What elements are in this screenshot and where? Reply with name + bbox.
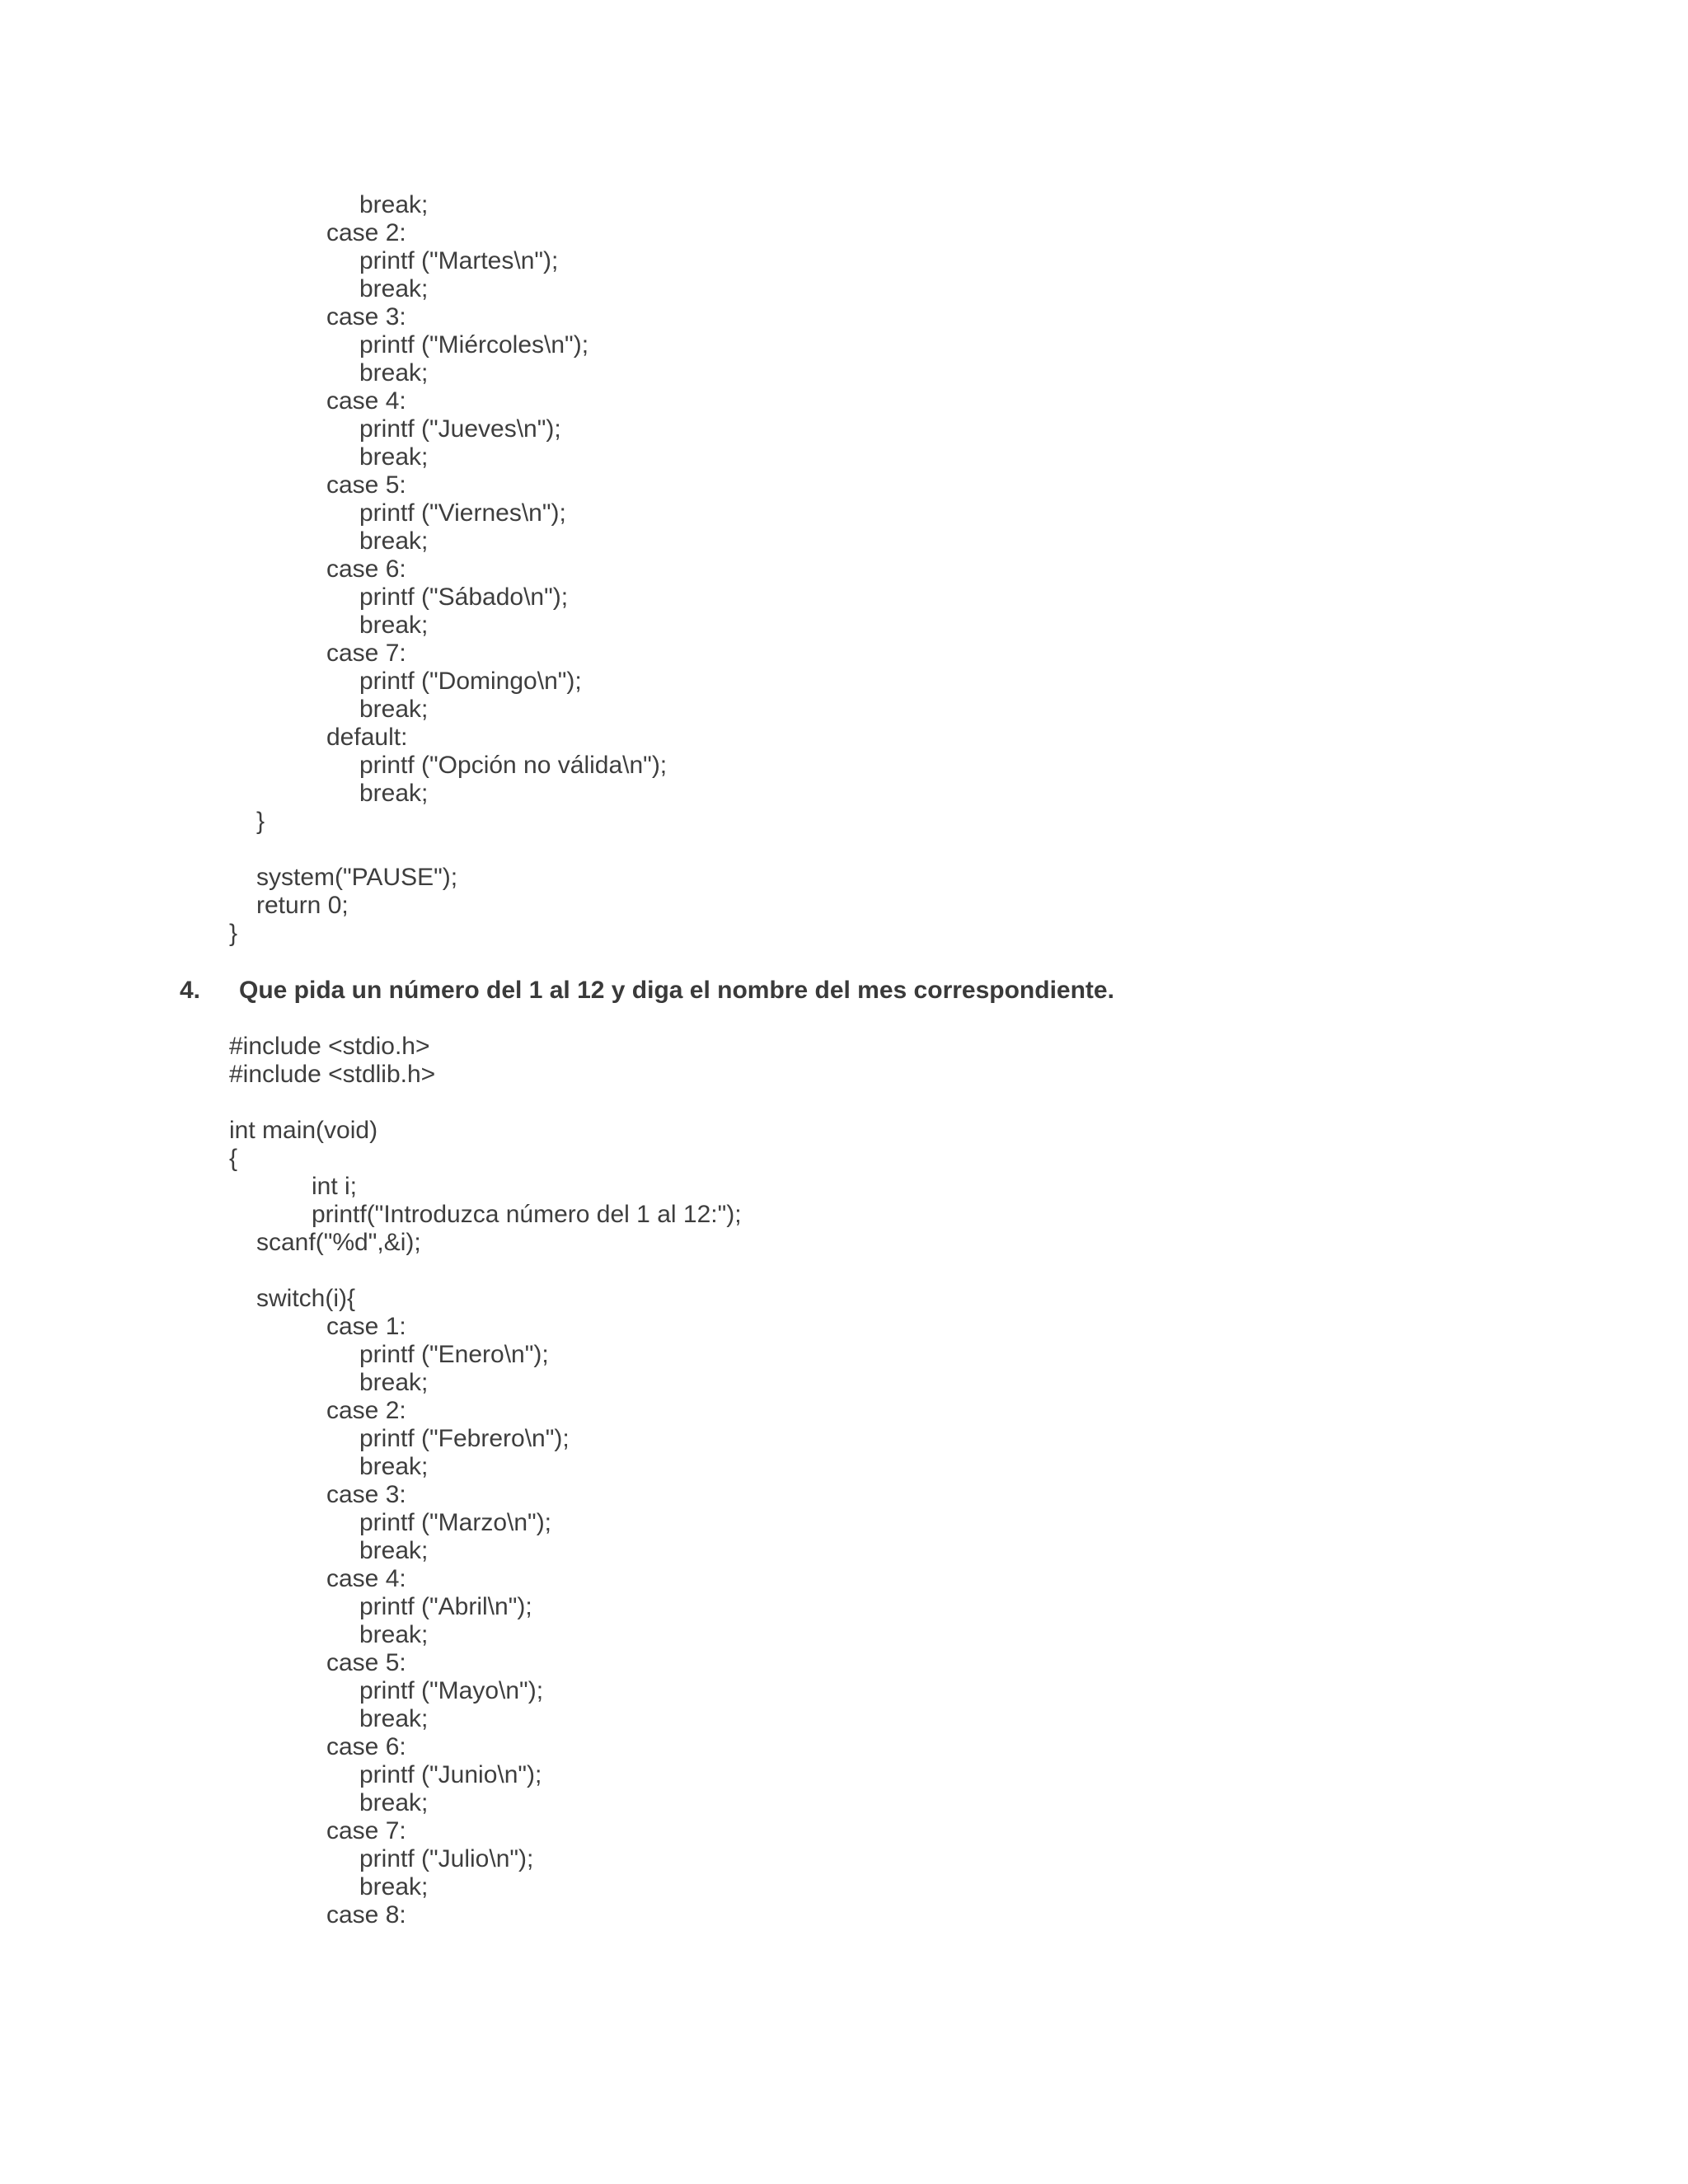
code-line: case 5: xyxy=(326,471,406,499)
code-line: case 1: xyxy=(326,1313,406,1340)
code-line: break; xyxy=(359,1873,429,1900)
code-line: switch(i){ xyxy=(256,1285,356,1312)
code-line: scanf("%d",&i); xyxy=(256,1229,421,1256)
code-line: break; xyxy=(359,1369,429,1396)
code-line: system("PAUSE"); xyxy=(256,864,458,891)
code-line: case 4: xyxy=(326,387,406,415)
code-line: break; xyxy=(359,696,429,723)
code-line: printf("Introduzca número del 1 al 12:"); xyxy=(312,1201,742,1228)
code-line: break; xyxy=(359,612,429,639)
code-line: } xyxy=(256,808,265,835)
code-line: return 0; xyxy=(256,892,349,919)
code-line: printf ("Jueves\n"); xyxy=(359,415,561,443)
code-line: printf ("Junio\n"); xyxy=(359,1761,542,1788)
code-line: case 7: xyxy=(326,640,406,667)
code-line: printf ("Febrero\n"); xyxy=(359,1425,570,1452)
code-line: printf ("Julio\n"); xyxy=(359,1845,534,1872)
code-line: case 3: xyxy=(326,303,406,330)
code-line: break; xyxy=(359,359,429,387)
code-line: case 3: xyxy=(326,1481,406,1508)
code-line: break; xyxy=(359,1621,429,1648)
code-line: case 4: xyxy=(326,1565,406,1592)
code-line: break; xyxy=(359,1453,429,1480)
code-line: printf ("Sábado\n"); xyxy=(359,583,569,611)
code-line: printf ("Domingo\n"); xyxy=(359,668,582,695)
code-line: printf ("Opción no válida\n"); xyxy=(359,752,668,779)
code-line: printf ("Enero\n"); xyxy=(359,1341,549,1368)
code-line: break; xyxy=(359,191,429,218)
code-line: } xyxy=(229,920,238,947)
code-line: printf ("Miércoles\n"); xyxy=(359,331,589,359)
code-line: case 7: xyxy=(326,1817,406,1844)
code-line: int i; xyxy=(312,1173,358,1200)
code-line: { xyxy=(229,1145,238,1172)
exercise-statement: Que pida un número del 1 al 12 y diga el nombre del mes correspondiente. xyxy=(239,977,1114,1004)
code-line: default: xyxy=(326,724,408,751)
code-line: break; xyxy=(359,1537,429,1564)
code-line: case 6: xyxy=(326,555,406,583)
code-line: printf ("Mayo\n"); xyxy=(359,1677,544,1704)
code-line: #include <stdio.h> xyxy=(229,1033,430,1060)
code-line: printf ("Abril\n"); xyxy=(359,1593,532,1620)
code-line: break; xyxy=(359,1705,429,1732)
code-line: case 6: xyxy=(326,1733,406,1760)
code-line: #include <stdlib.h> xyxy=(229,1061,436,1088)
code-line: printf ("Martes\n"); xyxy=(359,247,559,274)
code-line: break; xyxy=(359,1789,429,1816)
code-line: case 2: xyxy=(326,219,406,246)
exercise-number: 4. xyxy=(180,977,201,1004)
code-line: case 8: xyxy=(326,1901,406,1929)
code-line: case 5: xyxy=(326,1649,406,1676)
code-line: printf ("Marzo\n"); xyxy=(359,1509,552,1536)
code-line: break; xyxy=(359,275,429,302)
code-line: case 2: xyxy=(326,1397,406,1424)
code-line: break; xyxy=(359,443,429,471)
code-line: int main(void) xyxy=(229,1117,378,1144)
code-line: break; xyxy=(359,780,429,807)
code-line: printf ("Viernes\n"); xyxy=(359,499,566,527)
code-line: break; xyxy=(359,527,429,555)
